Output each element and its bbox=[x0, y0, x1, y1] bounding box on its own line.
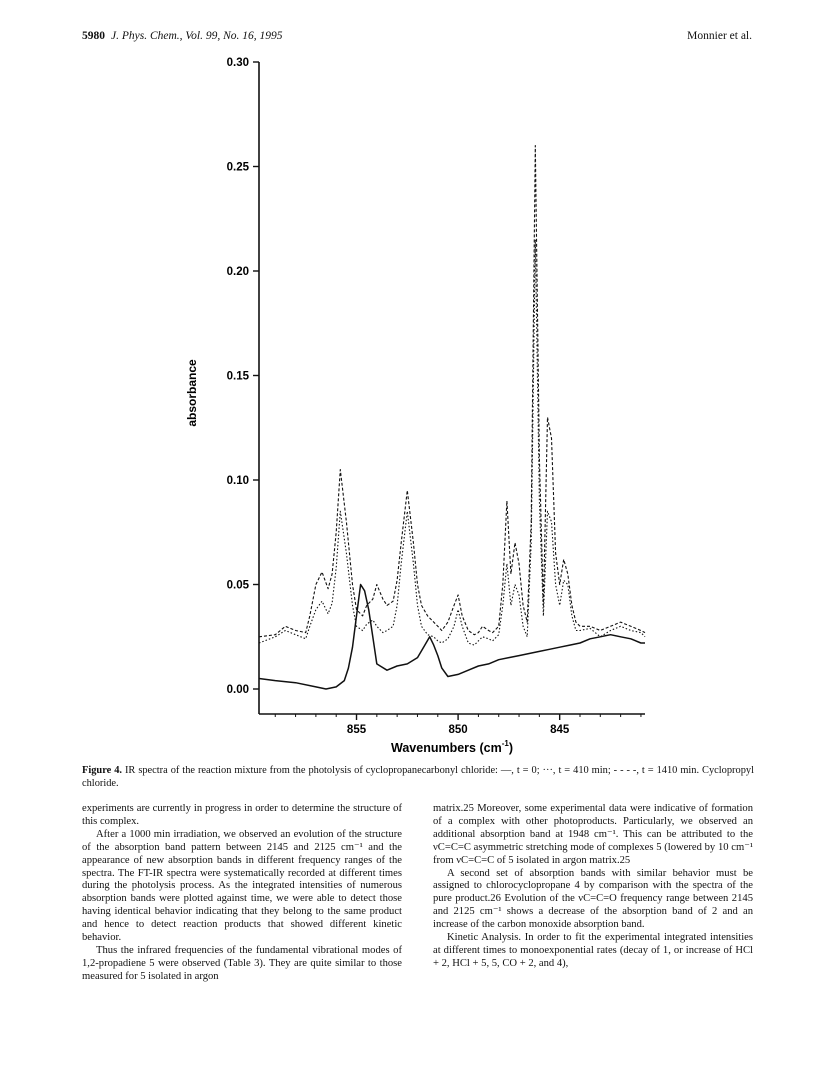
x-axis-label bbox=[391, 739, 513, 755]
page-number: 5980 bbox=[82, 30, 105, 42]
right-paragraph-2: A second set of absorption bands with similar behavior must be assigned to chlorocyclopropane 4 by comparison with the spectra of the pure product.26 Evolution of the νC=C=O frequency range between 2145 and 2125 cm⁻¹ shows a decrease of the absorption band of 2 and an increase of the carbon monoxide absorption band. bbox=[433, 867, 753, 931]
x-axis-label-main: Wavenumbers (cm bbox=[391, 741, 502, 755]
chart-ticks bbox=[227, 57, 641, 736]
x-axis-label-close: ) bbox=[508, 741, 513, 755]
y-axis-label: absorbance bbox=[185, 359, 199, 427]
y-tick-label: 0.15 bbox=[226, 370, 249, 383]
y-tick-label: 0.25 bbox=[226, 161, 249, 174]
left-text-column bbox=[82, 803, 402, 984]
left-paragraph-2: After a 1000 min irradiation, we observed an evolution of the structure of the absorption band pattern between 2145 and 2125 cm⁻¹ and the appearance of new absorption bands in different frequency ranges of the spectra. The FT-IR spectra were systematically recorded at different times during the photolysis process. As the integrated intensities of numerous absorption bands were plotted against time, we were able to detect those having identical behavior indicating that they belong to the same product and hence to detect reaction products that showed different kinetic behavior. bbox=[82, 828, 402, 944]
left-paragraph-3: Thus the infrared frequencies of the fundamental vibrational modes of 1,2-propadiene 5 were observed (Table 3). They are quite similar to those measured for 5 isolated in argon bbox=[82, 944, 402, 982]
series-line-dotted bbox=[259, 240, 645, 645]
series-line-dashed bbox=[259, 146, 645, 637]
figure-caption bbox=[82, 765, 754, 790]
right-paragraph-1: matrix.25 Moreover, some experimental data were indicative of formation of a complex with other photoproducts. Particularly, we observed an additional absorption band at 1948 cm⁻¹. This can be attributed to the νC=C=C asymmetric stretching mode of complexes 5 (lowered by 10 cm⁻¹ from νC=C=C of 5 isolated in argon matrix.25 bbox=[433, 803, 753, 866]
right-text-column bbox=[433, 803, 753, 971]
x-tick-label: 855 bbox=[346, 724, 367, 736]
chart-axes bbox=[259, 62, 645, 714]
header-authors: Monnier et al. bbox=[687, 30, 752, 42]
chart-series bbox=[259, 146, 645, 689]
series-line-solid bbox=[259, 585, 645, 690]
y-tick-label: 0.30 bbox=[226, 57, 249, 69]
journal-citation: J. Phys. Chem., Vol. 99, No. 16, 1995 bbox=[111, 30, 283, 42]
y-tick-label: 0.10 bbox=[226, 475, 249, 487]
x-axis-label-sup: -1 bbox=[501, 739, 509, 748]
x-tick-label: 850 bbox=[448, 724, 468, 736]
y-tick-label: 0.05 bbox=[226, 579, 249, 592]
y-tick-label: 0.20 bbox=[226, 266, 249, 278]
caption-label: Figure 4. bbox=[82, 765, 122, 776]
right-paragraph-3: Kinetic Analysis. In order to fit the experimental integrated intensities at different times to monoexponential rates (decay of 1, or increase of HCl + 2, HCl + 5, 5, CO + 2, and 4), bbox=[433, 932, 753, 969]
x-tick-label: 845 bbox=[550, 724, 570, 736]
y-tick-label: 0.00 bbox=[226, 684, 249, 696]
caption-text: IR spectra of the reaction mixture from the photolysis of cyclopropanecarbonyl chloride: —, t = 0; ···, t = 410 min; - - - -, t = 1410 min. Cyclopropyl chloride. bbox=[82, 765, 754, 789]
left-paragraph-1: experiments are currently in progress in order to determine the structure of this complex. bbox=[82, 803, 402, 827]
